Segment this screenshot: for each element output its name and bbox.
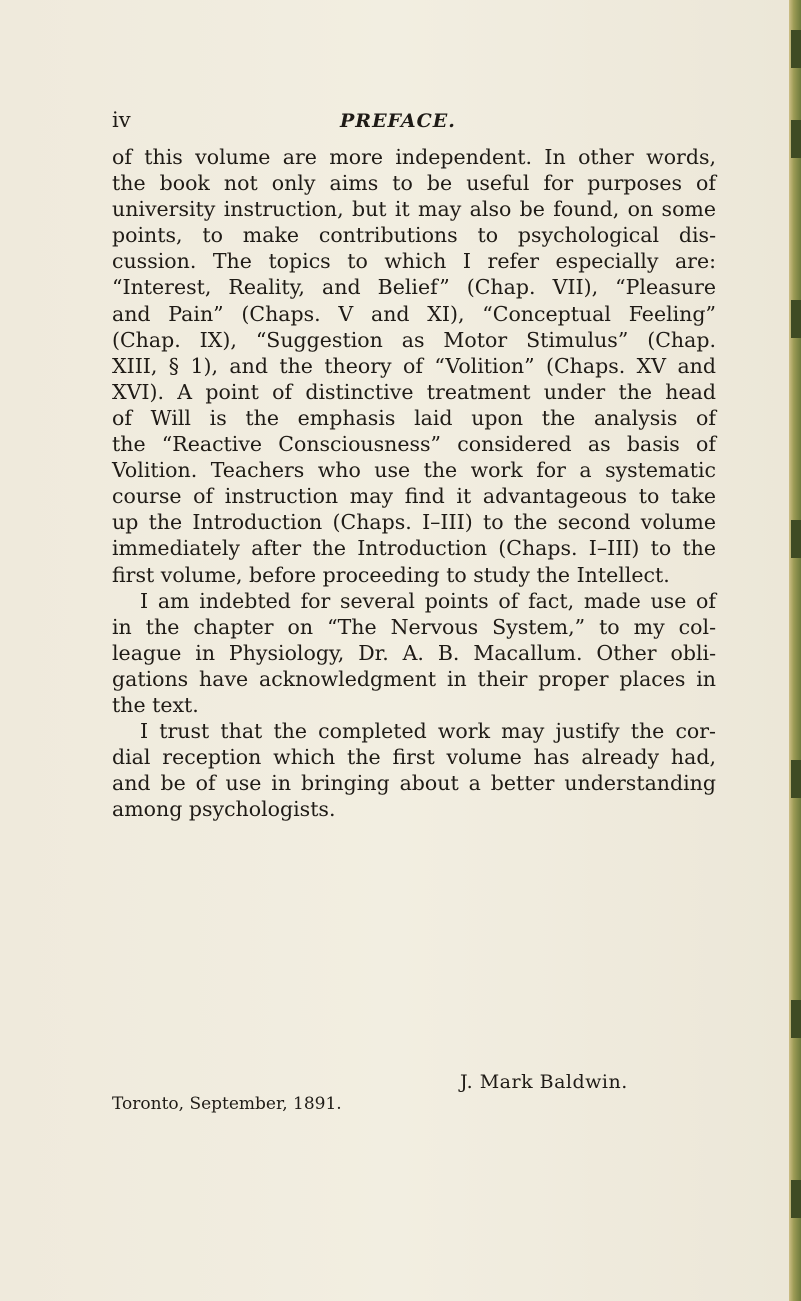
text-line: and Pain” (Chaps. V and XI), “Conceptual Feeling” bbox=[112, 301, 716, 326]
text-line: of Will is the emphasis laid upon the analysis of bbox=[112, 405, 716, 430]
author-signature: J. Mark Baldwin. bbox=[460, 1071, 628, 1093]
text-line: the text. bbox=[112, 692, 199, 717]
text-line: first volume, before proceeding to study the Intellect. bbox=[112, 562, 670, 587]
preface-body bbox=[112, 144, 716, 822]
text-line: I am indebted for several points of fact, made use of bbox=[140, 588, 716, 613]
page-number: iv bbox=[112, 108, 131, 132]
text-line: XVI). A point of distinctive treatment under the head bbox=[112, 379, 716, 404]
text-line: immediately after the Introduction (Chaps. I–III) to the bbox=[112, 536, 716, 561]
text-line: points, to make contributions to psychological dis- bbox=[112, 223, 716, 248]
text-line: gations have acknowledgment in their proper places in bbox=[112, 666, 716, 691]
text-line: XIII, § 1), and the theory of “Volition” (Chaps. XV and bbox=[112, 353, 716, 378]
text-line: the “Reactive Consciousness” considered as basis of bbox=[112, 432, 716, 457]
page-header bbox=[112, 108, 722, 138]
text-line: I trust that the completed work may justify the cor- bbox=[140, 719, 716, 744]
edge-mark bbox=[791, 300, 801, 338]
running-head: PREFACE. bbox=[340, 110, 456, 132]
edge-mark bbox=[791, 120, 801, 158]
text-line: up the Introduction (Chaps. I–III) to the second volume bbox=[112, 510, 716, 535]
text-line: dial reception which the first volume has already had, bbox=[112, 745, 716, 770]
text-line: course of instruction may find it advantageous to take bbox=[112, 484, 716, 509]
text-line: of this volume are more independent. In other words, bbox=[112, 145, 716, 169]
page-edge-binding bbox=[789, 0, 801, 1301]
place-date: Toronto, September, 1891. bbox=[112, 1094, 342, 1114]
text-line: university instruction, but it may also be found, on some bbox=[112, 197, 716, 222]
text-line: among psychologists. bbox=[112, 797, 336, 822]
text-line: league in Physiology, Dr. A. B. Macallum. Other obli- bbox=[112, 640, 716, 665]
text-line: and be of use in bringing about a better understanding bbox=[112, 771, 716, 796]
text-line: in the chapter on “The Nervous System,” to my col- bbox=[112, 614, 716, 639]
edge-mark bbox=[791, 520, 801, 558]
text-line: the book not only aims to be useful for purposes of bbox=[112, 171, 716, 196]
edge-mark bbox=[791, 30, 801, 68]
text-line: (Chap. IX), “Suggestion as Motor Stimulus” (Chap. bbox=[112, 327, 716, 352]
text-line: “Interest, Reality, and Belief” (Chap. VII), “Pleasure bbox=[112, 275, 716, 300]
edge-mark bbox=[791, 1000, 801, 1038]
text-line: cussion. The topics to which I refer especially are: bbox=[112, 249, 716, 274]
text-line: Volition. Teachers who use the work for a systematic bbox=[112, 458, 716, 483]
edge-mark bbox=[791, 760, 801, 798]
edge-mark bbox=[791, 1180, 801, 1218]
